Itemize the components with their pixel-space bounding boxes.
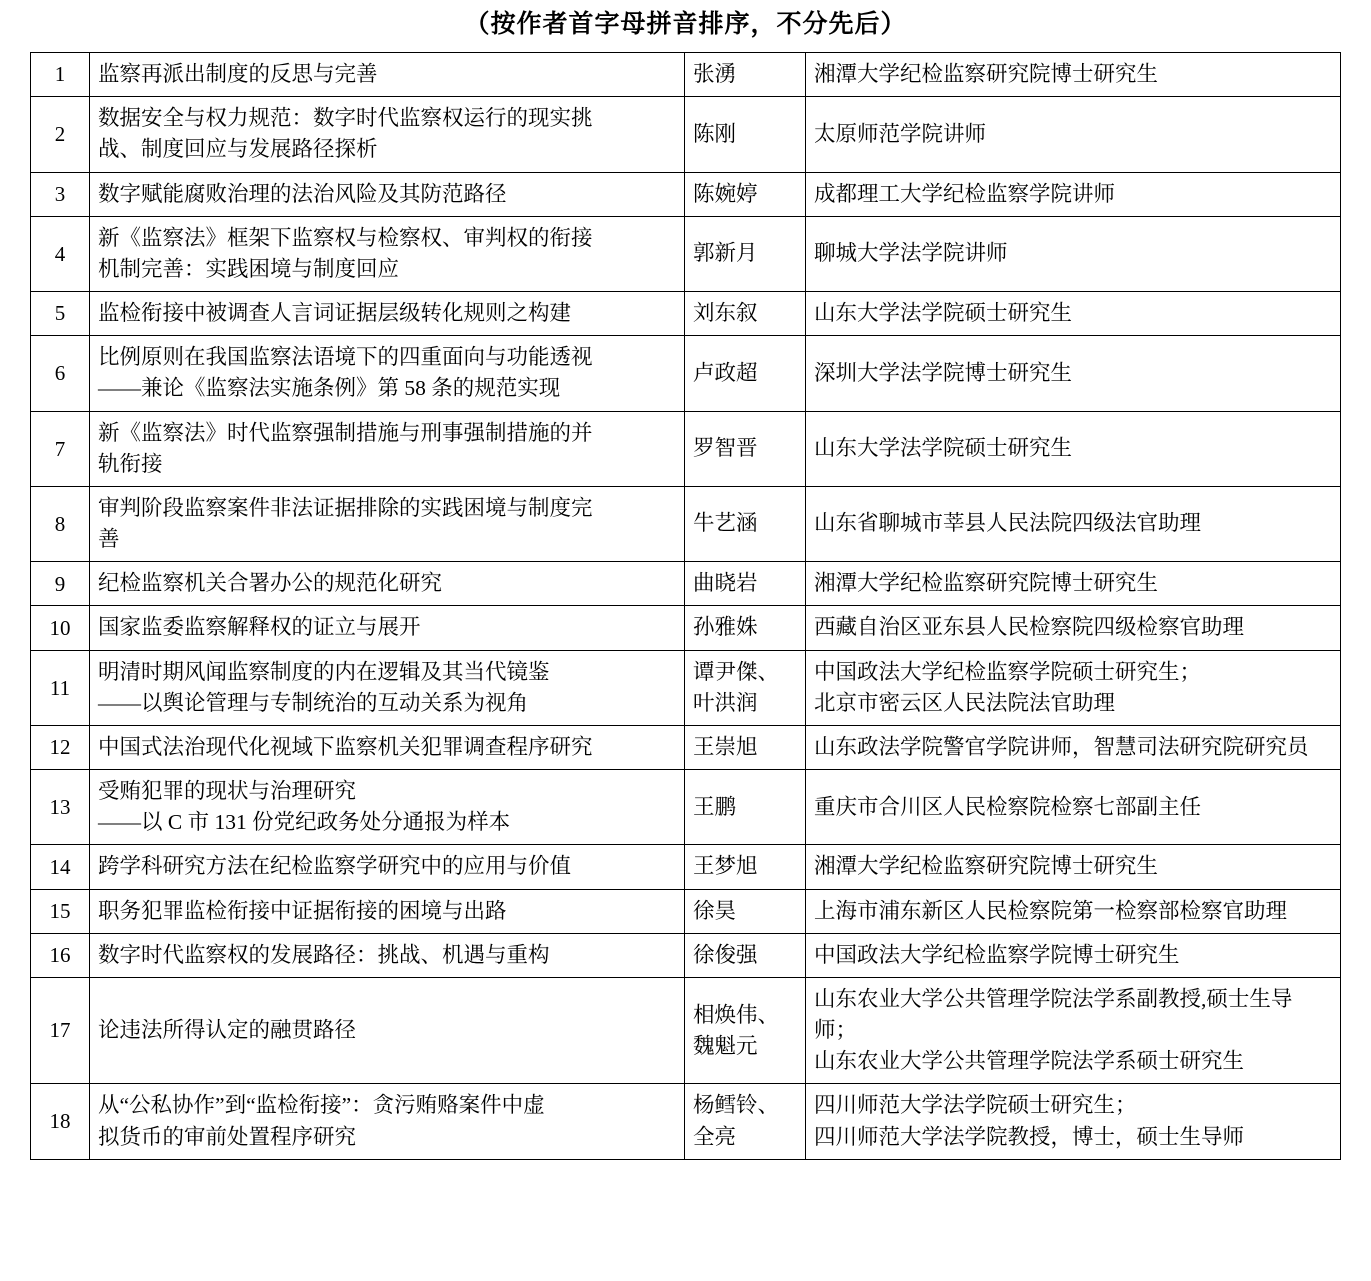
author-line: 全亮	[693, 1124, 737, 1149]
author-line: 陈婉婷	[693, 181, 758, 206]
author-line: 魏魁元	[693, 1033, 758, 1058]
title-line: 监检衔接中被调查人言词证据层级转化规则之构建	[98, 301, 572, 326]
author-line: 叶洪润	[693, 690, 758, 715]
row-title	[90, 336, 685, 411]
row-affiliation	[806, 411, 1341, 486]
row-index: 2	[31, 97, 90, 172]
row-index: 18	[31, 1084, 90, 1159]
row-index: 16	[31, 933, 90, 977]
table-row	[31, 97, 1341, 172]
title-line: 国家监委监察解释权的证立与展开	[98, 615, 421, 640]
row-index: 11	[31, 650, 90, 725]
row-author	[685, 486, 806, 561]
row-title	[90, 53, 685, 97]
affiliation-line: 师；	[814, 1018, 858, 1043]
title-line: 新《监察法》框架下监察权与检察权、审判权的衔接	[98, 225, 593, 250]
title-line: 中国式法治现代化视域下监察机关犯罪调查程序研究	[98, 734, 593, 759]
title-line: 从“公私协作”到“监检衔接”：贪污贿赂案件中虚	[98, 1093, 545, 1118]
author-line: 徐昊	[693, 898, 737, 923]
author-line: 孙雅姝	[693, 615, 758, 640]
title-line: 审判阶段监察案件非法证据排除的实践困境与制度完	[98, 495, 593, 520]
affiliation-line: 北京市密云区人民法院法官助理	[814, 690, 1116, 715]
row-index: 14	[31, 845, 90, 889]
row-affiliation	[806, 216, 1341, 291]
row-affiliation	[806, 336, 1341, 411]
row-author	[685, 933, 806, 977]
row-affiliation	[806, 1084, 1341, 1159]
author-line: 王鹏	[693, 794, 737, 819]
affiliation-line: 中国政法大学纪检监察学院硕士研究生；	[814, 659, 1202, 684]
author-line: 牛艺涵	[693, 511, 758, 536]
row-index: 15	[31, 889, 90, 933]
author-line: 陈刚	[693, 121, 737, 146]
table-row	[31, 725, 1341, 769]
table-row	[31, 845, 1341, 889]
table-row	[31, 650, 1341, 725]
row-index: 6	[31, 336, 90, 411]
row-author	[685, 53, 806, 97]
row-author	[685, 1084, 806, 1159]
row-index: 10	[31, 606, 90, 650]
row-affiliation	[806, 53, 1341, 97]
row-title	[90, 486, 685, 561]
row-affiliation	[806, 977, 1341, 1084]
row-index: 12	[31, 725, 90, 769]
table-row	[31, 1084, 1341, 1159]
affiliation-line: 聊城大学法学院讲师	[814, 241, 1008, 266]
row-title	[90, 933, 685, 977]
row-affiliation	[806, 606, 1341, 650]
paper-list-table	[30, 52, 1341, 1160]
title-line: 新《监察法》时代监察强制措施与刑事强制措施的并	[98, 420, 593, 445]
row-index: 13	[31, 770, 90, 845]
table-row	[31, 933, 1341, 977]
row-author	[685, 562, 806, 606]
row-affiliation	[806, 725, 1341, 769]
title-line: 善	[98, 527, 120, 552]
title-line: 明清时期风闻监察制度的内在逻辑及其当代镜鉴	[98, 659, 550, 684]
title-line: 轨衔接	[98, 451, 163, 476]
title-line: 受贿犯罪的现状与治理研究	[98, 779, 357, 804]
title-line: ——兼论《监察法实施条例》第 58 条的规范实现	[98, 376, 561, 401]
row-title	[90, 889, 685, 933]
affiliation-line: 湘潭大学纪检监察研究院博士研究生	[814, 854, 1159, 879]
row-affiliation	[806, 486, 1341, 561]
author-line: 曲晓岩	[693, 571, 758, 596]
table-row	[31, 562, 1341, 606]
table-row	[31, 336, 1341, 411]
affiliation-line: 山东省聊城市莘县人民法院四级法官助理	[814, 511, 1202, 536]
row-index: 4	[31, 216, 90, 291]
affiliation-line: 中国政法大学纪检监察学院博士研究生	[814, 942, 1180, 967]
row-title	[90, 977, 685, 1084]
row-affiliation	[806, 933, 1341, 977]
table-row	[31, 486, 1341, 561]
row-title	[90, 1084, 685, 1159]
row-author	[685, 411, 806, 486]
author-line: 谭尹傑、	[693, 659, 780, 684]
title-line: 数据安全与权力规范：数字时代监察权运行的现实挑	[98, 106, 593, 131]
row-index: 5	[31, 292, 90, 336]
affiliation-line: 西藏自治区亚东县人民检察院四级检察官助理	[814, 615, 1245, 640]
affiliation-line: 山东大学法学院硕士研究生	[814, 301, 1073, 326]
affiliation-line: 重庆市合川区人民检察院检察七部副主任	[814, 794, 1202, 819]
title-line: 论违法所得认定的融贯路径	[98, 1018, 357, 1043]
title-line: 纪检监察机关合署办公的规范化研究	[98, 571, 443, 596]
author-line: 罗智晋	[693, 436, 758, 461]
title-line: 拟货币的审前处置程序研究	[98, 1124, 357, 1149]
author-line: 徐俊强	[693, 942, 758, 967]
row-author	[685, 725, 806, 769]
row-title	[90, 216, 685, 291]
author-line: 王梦旭	[693, 854, 758, 879]
row-affiliation	[806, 562, 1341, 606]
title-line: 职务犯罪监检衔接中证据衔接的困境与出路	[98, 898, 507, 923]
row-author	[685, 977, 806, 1084]
table-body	[31, 53, 1341, 1160]
author-line: 杨鳕铃、	[693, 1093, 780, 1118]
table-row	[31, 606, 1341, 650]
title-line: ——以 C 市 131 份党纪政务处分通报为样本	[98, 810, 511, 835]
affiliation-line: 山东大学法学院硕士研究生	[814, 436, 1073, 461]
table-row	[31, 977, 1341, 1084]
affiliation-line: 湘潭大学纪检监察研究院博士研究生	[814, 62, 1159, 86]
title-line: 数字赋能腐败治理的法治风险及其防范路径	[98, 181, 507, 206]
row-author	[685, 97, 806, 172]
row-author	[685, 650, 806, 725]
row-title	[90, 845, 685, 889]
author-line: 相焕伟、	[693, 1002, 780, 1027]
row-affiliation	[806, 650, 1341, 725]
affiliation-line: 四川师范大学法学院教授，博士，硕士生导师	[814, 1124, 1245, 1149]
row-affiliation	[806, 172, 1341, 216]
title-line: 跨学科研究方法在纪检监察学研究中的应用与价值	[98, 854, 572, 879]
row-title	[90, 606, 685, 650]
row-title	[90, 770, 685, 845]
title-line: ——以舆论管理与专制统治的互动关系为视角	[98, 690, 529, 715]
row-index: 7	[31, 411, 90, 486]
row-author	[685, 172, 806, 216]
author-line: 卢政超	[693, 360, 758, 385]
row-author	[685, 292, 806, 336]
affiliation-line: 四川师范大学法学院硕士研究生；	[814, 1093, 1137, 1118]
row-author	[685, 889, 806, 933]
row-title	[90, 292, 685, 336]
affiliation-line: 湘潭大学纪检监察研究院博士研究生	[814, 571, 1159, 596]
row-affiliation	[806, 889, 1341, 933]
affiliation-line: 太原师范学院讲师	[814, 121, 987, 146]
title-line: 战、制度回应与发展路径探析	[98, 137, 378, 162]
row-index: 3	[31, 172, 90, 216]
title-line: 机制完善：实践困境与制度回应	[98, 256, 400, 281]
row-affiliation	[806, 845, 1341, 889]
affiliation-line: 深圳大学法学院博士研究生	[814, 360, 1073, 385]
row-author	[685, 606, 806, 650]
row-title	[90, 725, 685, 769]
table-row	[31, 411, 1341, 486]
row-title	[90, 562, 685, 606]
row-title	[90, 650, 685, 725]
table-row	[31, 172, 1341, 216]
row-author	[685, 845, 806, 889]
title-line: 数字时代监察权的发展路径：挑战、机遇与重构	[98, 942, 550, 967]
row-title	[90, 411, 685, 486]
row-author	[685, 770, 806, 845]
row-author	[685, 336, 806, 411]
row-affiliation	[806, 97, 1341, 172]
title-line: 比例原则在我国监察法语境下的四重面向与功能透视	[98, 345, 593, 370]
row-index: 17	[31, 977, 90, 1084]
author-line: 张湧	[693, 62, 737, 86]
affiliation-line: 山东农业大学公共管理学院法学系副教授,硕士生导	[814, 986, 1293, 1011]
table-row	[31, 53, 1341, 97]
row-index: 1	[31, 53, 90, 97]
affiliation-line: 山东农业大学公共管理学院法学系硕士研究生	[814, 1049, 1245, 1074]
affiliation-line: 山东政法学院警官学院讲师，智慧司法研究院研究员	[814, 734, 1309, 759]
affiliation-line: 成都理工大学纪检监察学院讲师	[814, 181, 1116, 206]
author-line: 刘东叙	[693, 301, 758, 326]
title-line: 监察再派出制度的反思与完善	[98, 62, 378, 86]
table-row	[31, 292, 1341, 336]
table-row	[31, 216, 1341, 291]
row-author	[685, 216, 806, 291]
row-title	[90, 97, 685, 172]
author-line: 王崇旭	[693, 734, 758, 759]
row-affiliation	[806, 292, 1341, 336]
row-index: 9	[31, 562, 90, 606]
affiliation-line: 上海市浦东新区人民检察院第一检察部检察官助理	[814, 898, 1288, 923]
table-row	[31, 770, 1341, 845]
table-row	[31, 889, 1341, 933]
row-title	[90, 172, 685, 216]
page-title: （按作者首字母拼音排序，不分先后）	[464, 11, 907, 38]
row-index: 8	[31, 486, 90, 561]
row-affiliation	[806, 770, 1341, 845]
author-line: 郭新月	[693, 241, 758, 266]
